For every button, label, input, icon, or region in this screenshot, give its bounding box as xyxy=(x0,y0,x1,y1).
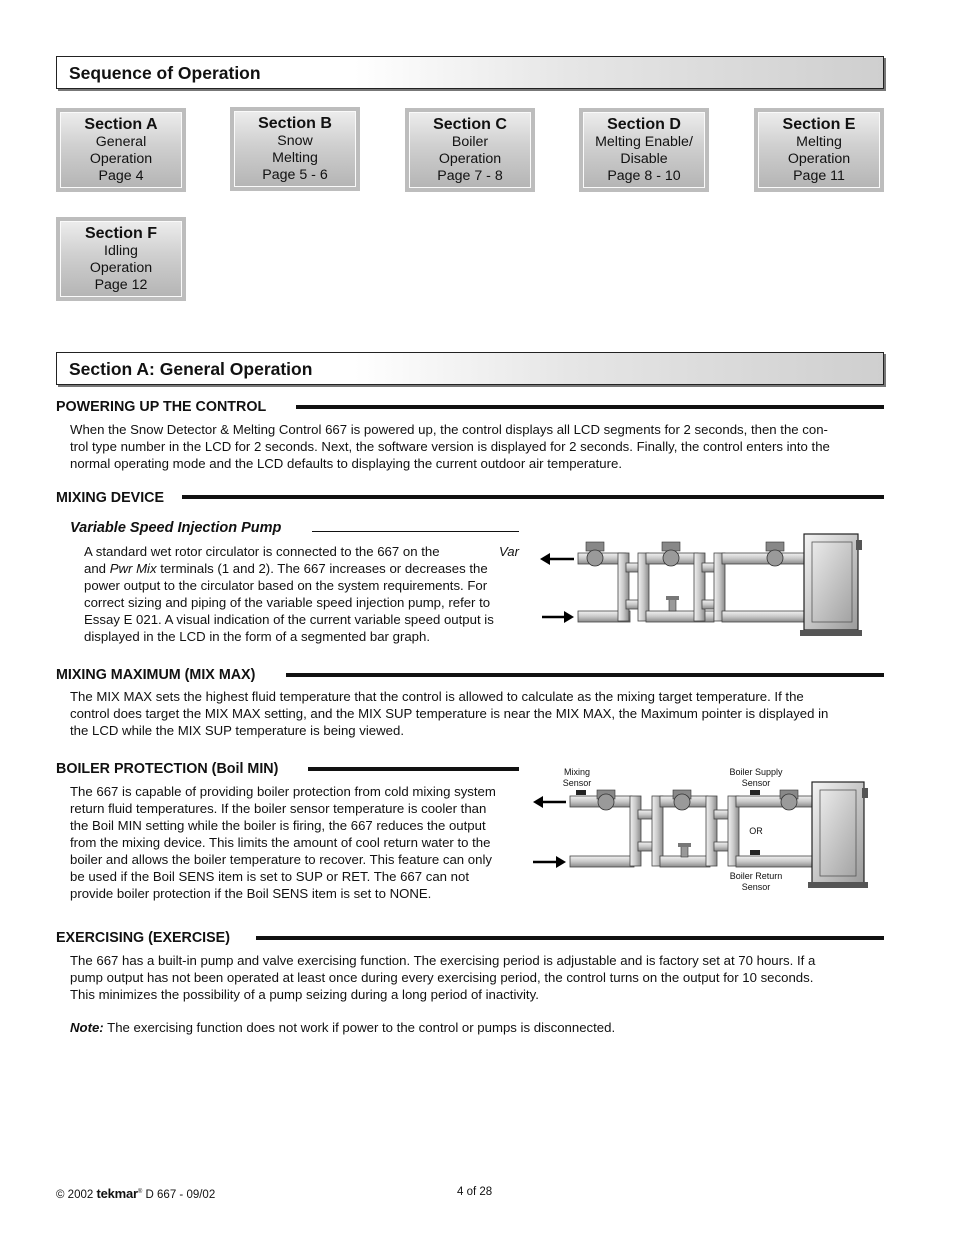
section-name: Section C xyxy=(433,116,507,133)
copyright: © 2002 xyxy=(56,1189,94,1201)
text-line: normal operating mode and the LCD defaults to displaying the current outdoor air temperature. xyxy=(70,456,622,471)
text-line: pump output has not been operated at least once during every exercising period, the control turns on the output for 10 seconds. xyxy=(70,970,814,985)
powering-heading: POWERING UP THE CONTROL xyxy=(56,399,267,415)
text-span: terminals (1 and 2). The 667 increases or decreases the xyxy=(160,561,488,576)
label-line: Sensor xyxy=(741,777,771,788)
boiler-unit xyxy=(800,534,862,636)
section-page: Page 4 xyxy=(98,168,144,184)
text-line: The 667 has a built-in pump and valve exercising function. The exercising period is adjustable and is factory set at 70 hours. If a xyxy=(70,953,816,968)
check-valve xyxy=(666,596,679,611)
boiler-protection-diagram xyxy=(528,776,874,892)
text-line: boiler and allows the boiler temperature to recover. This feature can only xyxy=(70,852,492,867)
supply-arrow xyxy=(533,796,566,808)
text-line: from the mixing device. This limits the amount of cool return water to the xyxy=(70,835,491,850)
section-name: Section F xyxy=(84,225,157,242)
section-f-box[interactable] xyxy=(56,217,186,301)
text-line xyxy=(84,543,519,560)
document-code: D 667 - 09/02 xyxy=(145,1189,216,1201)
mixing-device-heading: MIXING DEVICE xyxy=(56,490,165,506)
injection-pump-2 xyxy=(662,542,680,566)
return-arrow xyxy=(533,856,566,868)
section-b-box[interactable] xyxy=(230,107,360,191)
sequence-banner xyxy=(56,56,884,89)
text-line: When the Snow Detector & Melting Control 667 is powered up, the control displays all LCD segments for 2 seconds, then the con- xyxy=(70,422,828,437)
text-span: A standard wet rotor circulator is connected to the 667 on the xyxy=(84,544,440,559)
injection-pump-1 xyxy=(586,542,604,566)
mixing-sensor-icon xyxy=(576,790,586,795)
powering-text xyxy=(70,421,884,472)
injection-pump-text xyxy=(84,543,519,645)
heading-rule xyxy=(296,405,884,409)
text-line: power output to the circulator based on the system requirements. For xyxy=(84,578,488,593)
section-line: Melting Enable/ xyxy=(595,134,693,150)
label-line: Boiler Return xyxy=(729,871,783,881)
text-line: control does target the MIX MAX setting, and the MIX SUP temperature is near the MIX MAX, the Maximum pointer is displayed in xyxy=(70,706,829,721)
section-line: Operation xyxy=(787,151,851,167)
text-line: The 667 is capable of providing boiler protection from cold mixing system xyxy=(70,784,496,799)
label-line: Mixing xyxy=(563,767,590,777)
heading-rule xyxy=(182,495,884,499)
text-line: return fluid temperatures. If the boiler sensor temperature is cooler than xyxy=(70,801,487,816)
label-line: Boiler Supply xyxy=(729,767,783,777)
section-line: Disable xyxy=(620,151,668,167)
note-label: Note: xyxy=(70,1020,104,1035)
section-a-box[interactable] xyxy=(56,108,186,192)
text-line: provide boiler protection if the Boil SENS item is set to NONE. xyxy=(70,886,432,901)
mix-max-heading: MIXING MAXIMUM (MIX MAX) xyxy=(56,667,256,683)
supply-arrow xyxy=(540,553,574,565)
check-valve xyxy=(678,843,691,857)
section-line: Melting xyxy=(272,150,318,166)
text-line: be used if the Boil SENS item is set to SUP or RET. The 667 can not xyxy=(70,869,470,884)
text-line: trol type number in the LCD for 2 seconds. Next, the software version is displayed for 2 seconds. Finally, the control enters into the xyxy=(70,439,830,454)
section-line: Operation xyxy=(89,151,153,167)
boiler-protection-heading: BOILER PROTECTION (Boil MIN) xyxy=(56,761,279,777)
or-label: OR xyxy=(749,826,763,836)
label-line: Sensor xyxy=(741,881,771,892)
text-line: displayed in the LCD in the form of a segmented bar graph. xyxy=(84,629,431,644)
section-line: Snow xyxy=(277,133,313,149)
pump-1 xyxy=(597,790,615,810)
section-page: Page 11 xyxy=(793,168,845,184)
section-c-box[interactable] xyxy=(405,108,535,192)
supply-sensor-icon xyxy=(750,790,760,795)
text-line: the LCD while the MIX SUP temperature is being viewed. xyxy=(70,723,405,738)
general-operation-banner xyxy=(56,352,884,385)
injection-pump-3 xyxy=(766,542,784,566)
section-page: Page 12 xyxy=(94,277,148,293)
mix-max-text xyxy=(70,688,884,739)
text-line: Essay E 021. A visual indication of the current variable speed output is xyxy=(84,612,494,627)
section-page: Page 8 - 10 xyxy=(607,168,681,184)
return-sensor-icon xyxy=(750,850,760,855)
section-line: Operation xyxy=(438,151,502,167)
section-line: General xyxy=(95,134,147,150)
text-line xyxy=(84,560,519,577)
mixing-sensor-label xyxy=(556,767,598,788)
subheading-rule xyxy=(312,531,519,532)
section-name: Section B xyxy=(258,115,332,132)
boiler-protection-text xyxy=(70,783,519,902)
pump-3 xyxy=(780,790,798,810)
text-span: Pwr Mix xyxy=(109,561,157,576)
exercising-text xyxy=(70,952,884,1003)
pump-2 xyxy=(673,790,691,810)
supply-sensor-label xyxy=(722,767,790,788)
text-line: correct sizing and piping of the variable speed injection pump, refer to xyxy=(84,595,491,610)
return-sensor-label xyxy=(722,871,790,892)
exercising-note xyxy=(70,1019,884,1036)
boiler-unit xyxy=(808,782,868,888)
section-page: Page 5 - 6 xyxy=(262,167,328,183)
section-line: Boiler xyxy=(451,134,489,150)
section-e-box[interactable] xyxy=(754,108,884,192)
text-line: the Boil MIN setting while the boiler is firing, the 667 reduces the output xyxy=(70,818,486,833)
return-arrow xyxy=(542,611,574,623)
section-page: Page 7 - 8 xyxy=(437,168,503,184)
text-line: The MIX MAX sets the highest fluid temperature that the control is allowed to calculate as the mixing target temperature. If the xyxy=(70,689,804,704)
injection-pump-diagram xyxy=(538,528,868,640)
note-text: The exercising function does not work if power to the control or pumps is disconnected. xyxy=(107,1020,616,1035)
heading-rule xyxy=(256,936,884,940)
heading-rule xyxy=(308,767,519,771)
general-operation-title: Section A: General Operation xyxy=(69,359,313,379)
section-line: Melting xyxy=(796,134,842,150)
text-span: and xyxy=(84,561,107,576)
section-name: Section E xyxy=(782,116,856,133)
label-line: Sensor xyxy=(562,777,592,788)
section-d-box[interactable] xyxy=(579,108,709,192)
text-span: Var xyxy=(498,544,519,559)
page-number: 4 of 28 xyxy=(457,1186,493,1198)
section-line: Idling xyxy=(104,243,138,259)
footer-left: © 2002 tekmar® D 667 - 09/02 xyxy=(56,1186,216,1201)
sequence-title: Sequence of Operation xyxy=(69,63,261,83)
section-name: Section D xyxy=(607,116,681,133)
injection-pump-subheading: Variable Speed Injection Pump xyxy=(70,520,282,536)
brand-logo: tekmar xyxy=(96,1186,138,1201)
section-line: Operation xyxy=(89,260,153,276)
exercising-heading: EXERCISING (EXERCISE) xyxy=(56,930,230,946)
section-name: Section A xyxy=(84,116,158,133)
heading-rule xyxy=(286,673,884,677)
text-line: This minimizes the possibility of a pump seizing during a long period of inactivity. xyxy=(70,987,539,1002)
